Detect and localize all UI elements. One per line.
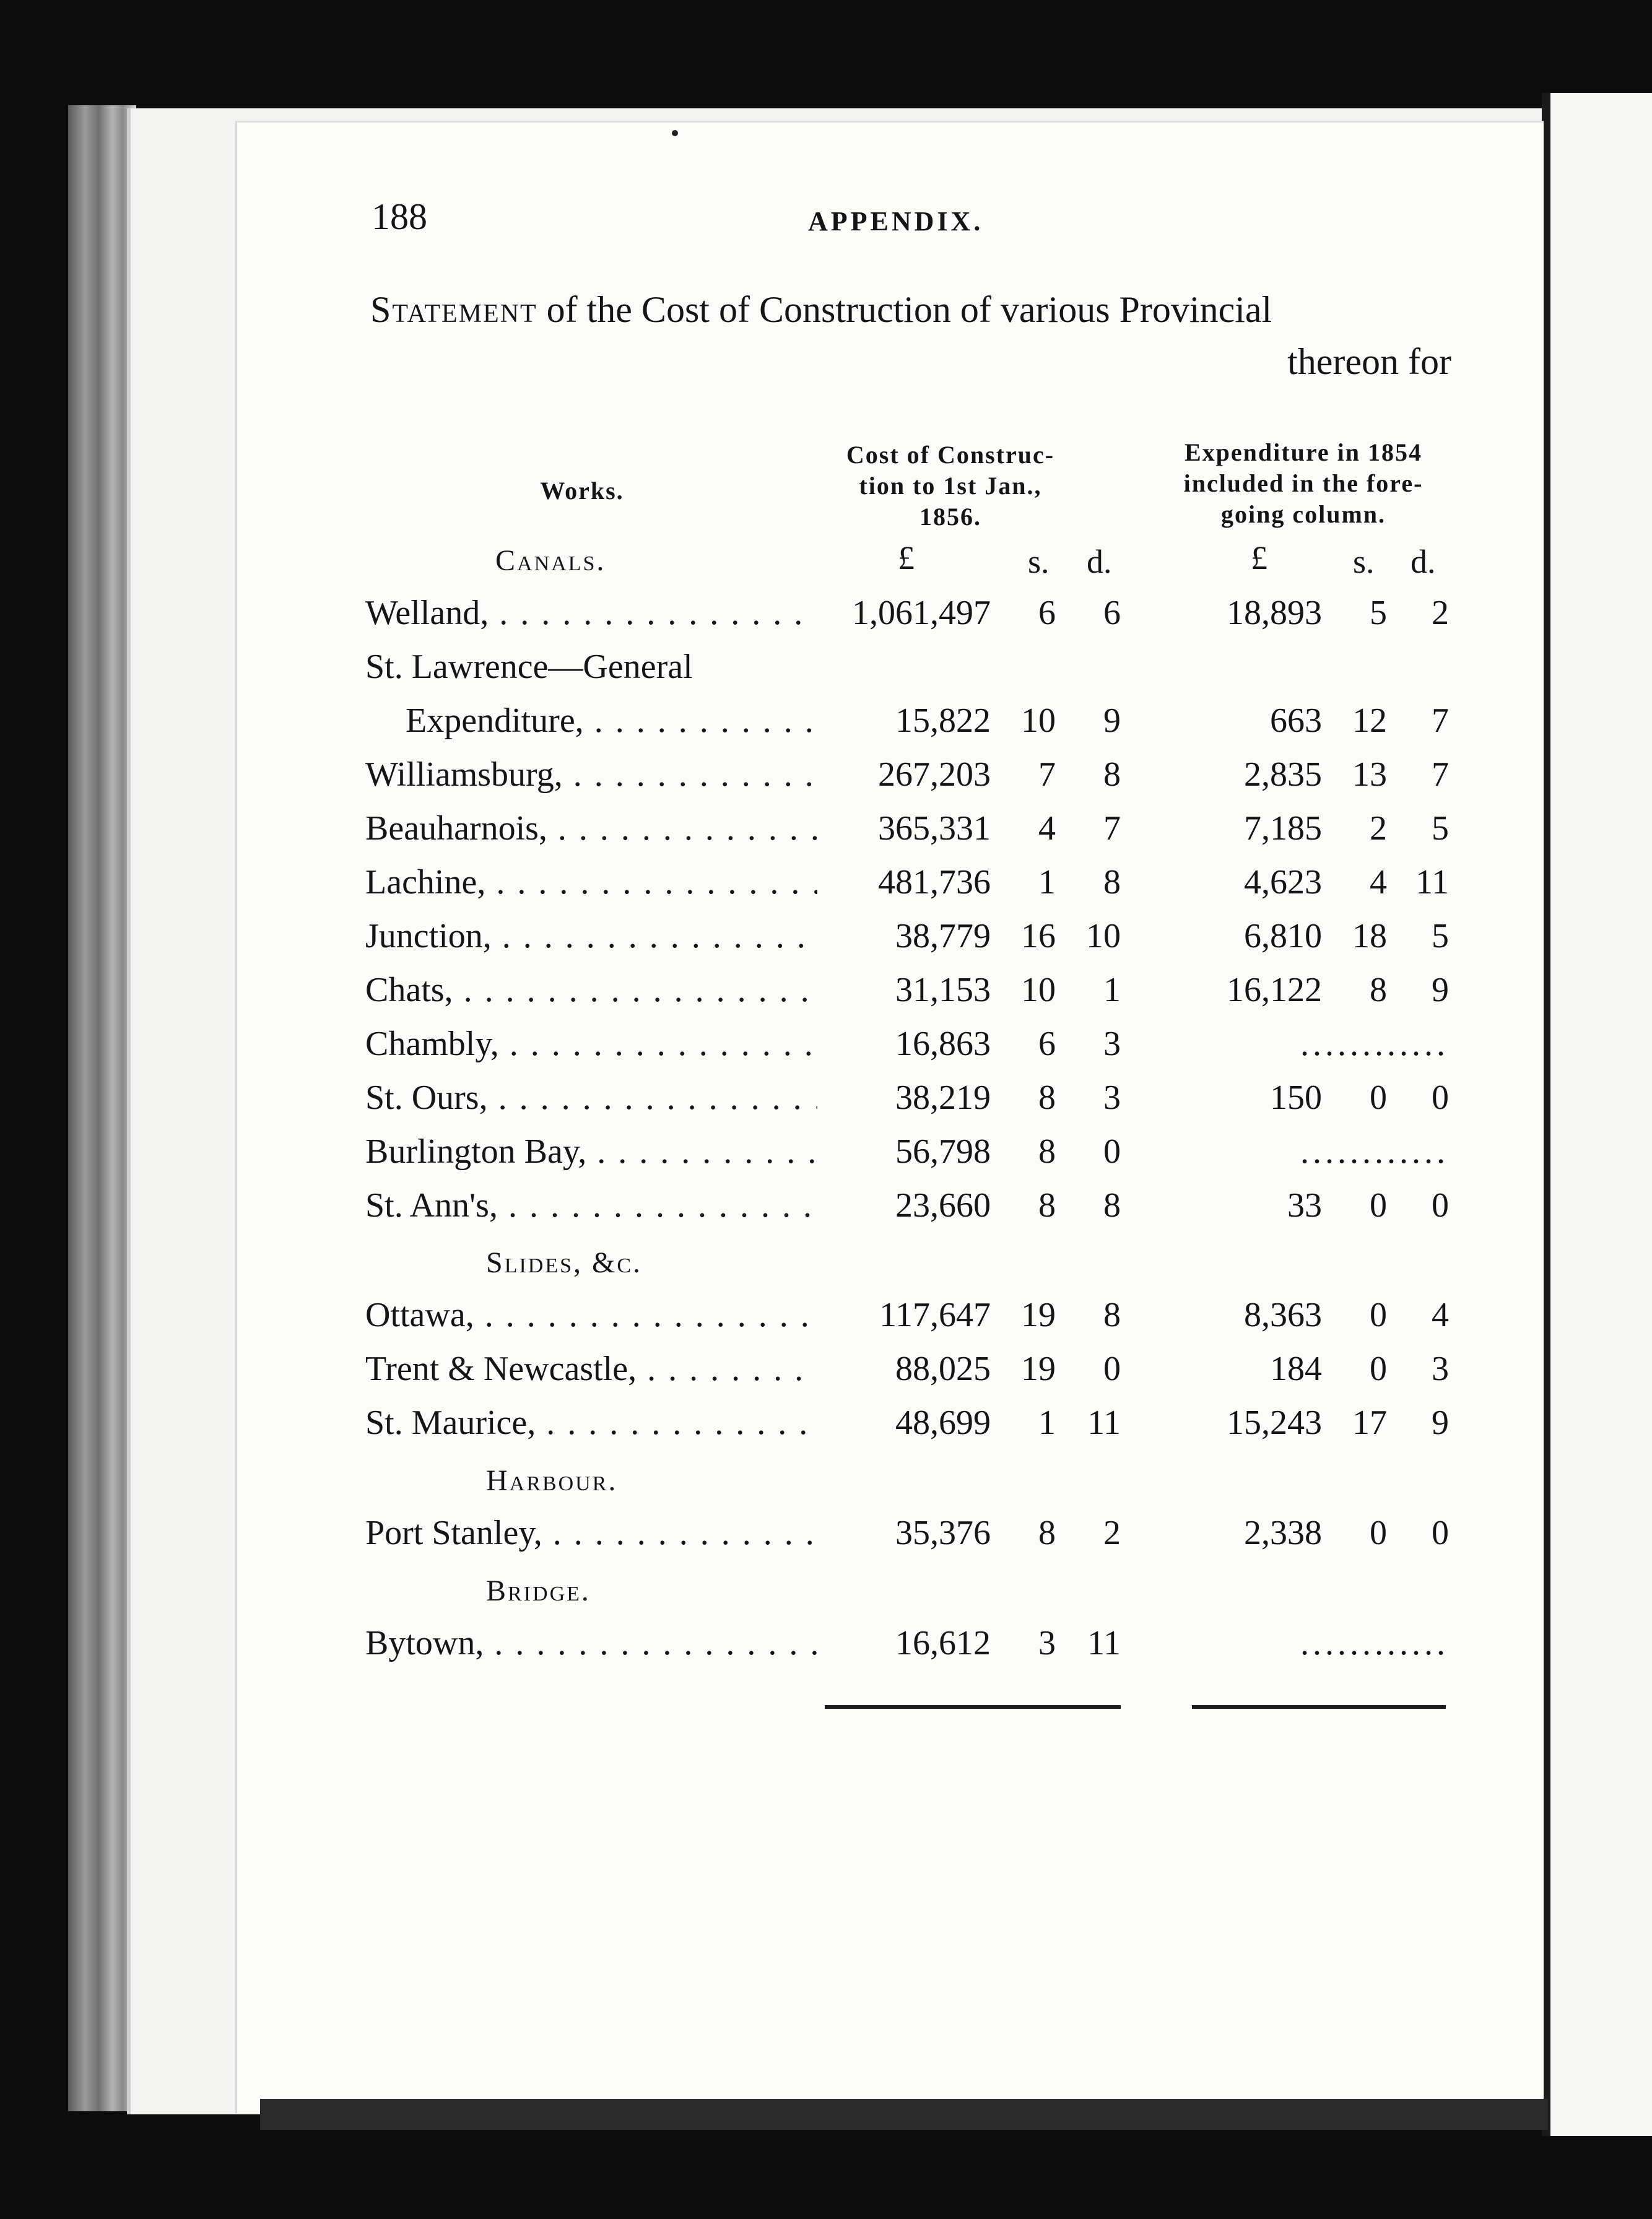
table-row bbox=[0, 755, 1652, 804]
exp-pence: 2 bbox=[1432, 594, 1449, 632]
exp-pounds: 4,623 bbox=[1244, 863, 1322, 901]
work-name: Lachine, . . . bbox=[365, 862, 817, 902]
work-name: Ottawa, . . . bbox=[365, 1295, 817, 1335]
exp-shillings: 0 bbox=[1370, 1296, 1387, 1334]
exp-pence: 9 bbox=[1432, 1404, 1449, 1442]
exp-pence: 0 bbox=[1432, 1514, 1449, 1552]
cost-pounds: 38,779 bbox=[895, 917, 991, 955]
work-name: Port Stanley, . . . bbox=[365, 1513, 817, 1553]
cost-pence: 11 bbox=[1087, 1624, 1121, 1662]
cost-pounds: 35,376 bbox=[895, 1514, 991, 1552]
ink-dot bbox=[672, 130, 678, 136]
exp-nil: ............ bbox=[1300, 1132, 1449, 1171]
cost-pence: 6 bbox=[1103, 594, 1121, 632]
work-name: Chambly, . . . bbox=[365, 1024, 817, 1064]
work-name: St. Lawrence—General bbox=[365, 648, 693, 686]
cost-shillings: 8 bbox=[1038, 1514, 1056, 1552]
table-row bbox=[0, 1295, 1652, 1345]
work-name: Junction, . . . bbox=[365, 916, 817, 956]
exp-pence: 11 bbox=[1415, 863, 1449, 901]
exp-pence: 0 bbox=[1432, 1186, 1449, 1225]
cost-shillings: 4 bbox=[1038, 809, 1056, 848]
cost-pounds: 15,822 bbox=[895, 701, 991, 740]
exp-pence: 5 bbox=[1432, 917, 1449, 955]
table-row bbox=[0, 809, 1652, 858]
cost-shillings: 7 bbox=[1038, 755, 1056, 794]
exp-pounds: 18,893 bbox=[1227, 594, 1322, 632]
work-name: Trent & Newcastle, . . . bbox=[365, 1349, 817, 1389]
cost-shillings: 16 bbox=[1021, 917, 1056, 955]
cost-pounds: 267,203 bbox=[878, 755, 991, 794]
exp-shillings: 4 bbox=[1370, 863, 1387, 901]
table-row bbox=[0, 701, 1652, 750]
cost-shillings: 6 bbox=[1038, 1025, 1056, 1063]
exp-pence: 7 bbox=[1432, 701, 1449, 740]
work-name: Expenditure, . . . bbox=[406, 701, 817, 740]
cost-shillings: 1 bbox=[1038, 1404, 1056, 1442]
exp-pounds: 184 bbox=[1270, 1350, 1322, 1388]
cost-pence: 8 bbox=[1103, 755, 1121, 794]
work-name: Welland, . . . bbox=[365, 593, 817, 633]
cost-pence: 9 bbox=[1103, 701, 1121, 740]
cost-shillings: 19 bbox=[1021, 1350, 1056, 1388]
work-name: Chats, . . . bbox=[365, 970, 817, 1010]
table-row bbox=[0, 647, 1652, 697]
cost-pence: 10 bbox=[1086, 917, 1121, 955]
cost-pounds: 1,061,497 bbox=[852, 594, 991, 632]
total-rule-expenditure bbox=[1192, 1705, 1446, 1709]
total-rule-cost bbox=[825, 1705, 1121, 1709]
page-number: 188 bbox=[372, 196, 427, 237]
unit-cost-pounds: £ bbox=[898, 539, 915, 576]
cost-pence: 8 bbox=[1103, 1186, 1121, 1225]
unit-cost-pence: d. bbox=[1087, 543, 1112, 580]
table-row bbox=[0, 1349, 1652, 1399]
exp-shillings: 13 bbox=[1352, 755, 1387, 794]
unit-exp-shillings: s. bbox=[1353, 543, 1375, 580]
exp-shillings: 17 bbox=[1352, 1404, 1387, 1442]
cost-pounds: 23,660 bbox=[895, 1186, 991, 1225]
running-head: APPENDIX. bbox=[808, 206, 984, 237]
exp-shillings: 0 bbox=[1370, 1350, 1387, 1388]
exp-pounds: 6,810 bbox=[1244, 917, 1322, 955]
cost-shillings: 1 bbox=[1038, 863, 1056, 901]
unit-exp-pounds: £ bbox=[1251, 539, 1267, 576]
cost-pence: 3 bbox=[1103, 1079, 1121, 1117]
header-expenditure: Expenditure in 1854 included in the fore- going column. bbox=[1183, 438, 1424, 528]
table-row bbox=[0, 862, 1652, 912]
work-name: Burlington Bay, . . . bbox=[365, 1132, 817, 1171]
table-row bbox=[0, 1132, 1652, 1181]
exp-pence: 0 bbox=[1432, 1079, 1449, 1117]
work-name: Beauharnois, . . . bbox=[365, 809, 817, 848]
header-works: Works. bbox=[540, 477, 624, 505]
work-name: Williamsburg, . . . bbox=[365, 755, 817, 794]
cost-pounds: 48,699 bbox=[895, 1404, 991, 1442]
table-row bbox=[0, 1513, 1652, 1563]
exp-pence: 3 bbox=[1432, 1350, 1449, 1388]
work-name: Bytown, . . . bbox=[365, 1623, 817, 1663]
table-row bbox=[0, 1024, 1652, 1074]
cost-shillings: 10 bbox=[1021, 971, 1056, 1009]
cost-shillings: 8 bbox=[1038, 1132, 1056, 1171]
exp-pence: 5 bbox=[1432, 809, 1449, 848]
section-slides: Slides, &c. bbox=[486, 1246, 643, 1279]
exp-pence: 7 bbox=[1432, 755, 1449, 794]
table-row bbox=[0, 970, 1652, 1020]
header-cost: Cost of Construc- tion to 1st Jan., 1856. bbox=[846, 441, 1055, 531]
cost-pounds: 88,025 bbox=[895, 1350, 991, 1388]
section-harbour: Harbour. bbox=[486, 1464, 618, 1497]
work-name: St. Maurice, . . . bbox=[365, 1403, 817, 1443]
cost-shillings: 10 bbox=[1021, 701, 1056, 740]
cost-pence: 11 bbox=[1087, 1404, 1121, 1442]
table-row bbox=[0, 1623, 1652, 1673]
section-canals: Canals. bbox=[495, 544, 606, 577]
cost-pence: 1 bbox=[1103, 971, 1121, 1009]
cost-shillings: 8 bbox=[1038, 1079, 1056, 1117]
exp-pounds: 15,243 bbox=[1227, 1404, 1322, 1442]
exp-pence: 9 bbox=[1432, 971, 1449, 1009]
exp-shillings: 0 bbox=[1370, 1514, 1387, 1552]
cost-pounds: 56,798 bbox=[895, 1132, 991, 1171]
exp-shillings: 2 bbox=[1370, 809, 1387, 848]
cost-pence: 2 bbox=[1103, 1514, 1121, 1552]
cost-pounds: 365,331 bbox=[878, 809, 991, 848]
table-row bbox=[0, 1186, 1652, 1235]
cost-shillings: 6 bbox=[1038, 594, 1056, 632]
exp-nil: ............ bbox=[1300, 1624, 1449, 1662]
cost-pence: 8 bbox=[1103, 1296, 1121, 1334]
cost-pounds: 16,612 bbox=[895, 1624, 991, 1662]
table-row bbox=[0, 1078, 1652, 1127]
exp-pounds: 7,185 bbox=[1244, 809, 1322, 848]
page-bottom-shadow bbox=[260, 2099, 1548, 2130]
cost-shillings: 19 bbox=[1021, 1296, 1056, 1334]
exp-shillings: 12 bbox=[1352, 701, 1387, 740]
cost-shillings: 8 bbox=[1038, 1186, 1056, 1225]
cost-pounds: 481,736 bbox=[878, 863, 991, 901]
cost-shillings: 3 bbox=[1038, 1624, 1056, 1662]
cost-pounds: 31,153 bbox=[895, 971, 991, 1009]
work-name: St. Ours, . . . bbox=[365, 1078, 817, 1118]
exp-shillings: 5 bbox=[1370, 594, 1387, 632]
exp-pence: 4 bbox=[1432, 1296, 1449, 1334]
cost-pounds: 16,863 bbox=[895, 1025, 991, 1063]
exp-pounds: 33 bbox=[1287, 1186, 1322, 1225]
exp-pounds: 8,363 bbox=[1244, 1296, 1322, 1334]
cost-pounds: 38,219 bbox=[895, 1079, 991, 1117]
unit-exp-pence: d. bbox=[1411, 543, 1436, 580]
exp-shillings: 0 bbox=[1370, 1079, 1387, 1117]
table-row bbox=[0, 916, 1652, 966]
table-row bbox=[0, 593, 1652, 643]
cost-pence: 8 bbox=[1103, 863, 1121, 901]
cost-pounds: 117,647 bbox=[879, 1296, 991, 1334]
title-lead: Statement bbox=[370, 289, 537, 330]
exp-pounds: 16,122 bbox=[1227, 971, 1322, 1009]
exp-shillings: 8 bbox=[1370, 971, 1387, 1009]
exp-pounds: 2,338 bbox=[1244, 1514, 1322, 1552]
exp-nil: ............ bbox=[1300, 1025, 1449, 1063]
cost-pence: 0 bbox=[1103, 1132, 1121, 1171]
unit-cost-shillings: s. bbox=[1028, 543, 1050, 580]
cost-pence: 0 bbox=[1103, 1350, 1121, 1388]
exp-pounds: 2,835 bbox=[1244, 755, 1322, 794]
table-title-line-2: thereon for bbox=[1287, 341, 1451, 382]
section-bridge: Bridge. bbox=[486, 1574, 591, 1607]
exp-shillings: 0 bbox=[1370, 1186, 1387, 1225]
table-title-line-1 bbox=[370, 289, 1272, 331]
exp-pounds: 150 bbox=[1270, 1079, 1322, 1117]
cost-pence: 3 bbox=[1103, 1025, 1121, 1063]
work-name: St. Ann's, . . . bbox=[365, 1186, 817, 1225]
title-rest: of the Cost of Construction of various Provincial bbox=[537, 289, 1272, 330]
exp-pounds: 663 bbox=[1270, 701, 1322, 740]
exp-shillings: 18 bbox=[1352, 917, 1387, 955]
cost-pence: 7 bbox=[1103, 809, 1121, 848]
table-row bbox=[0, 1403, 1652, 1453]
